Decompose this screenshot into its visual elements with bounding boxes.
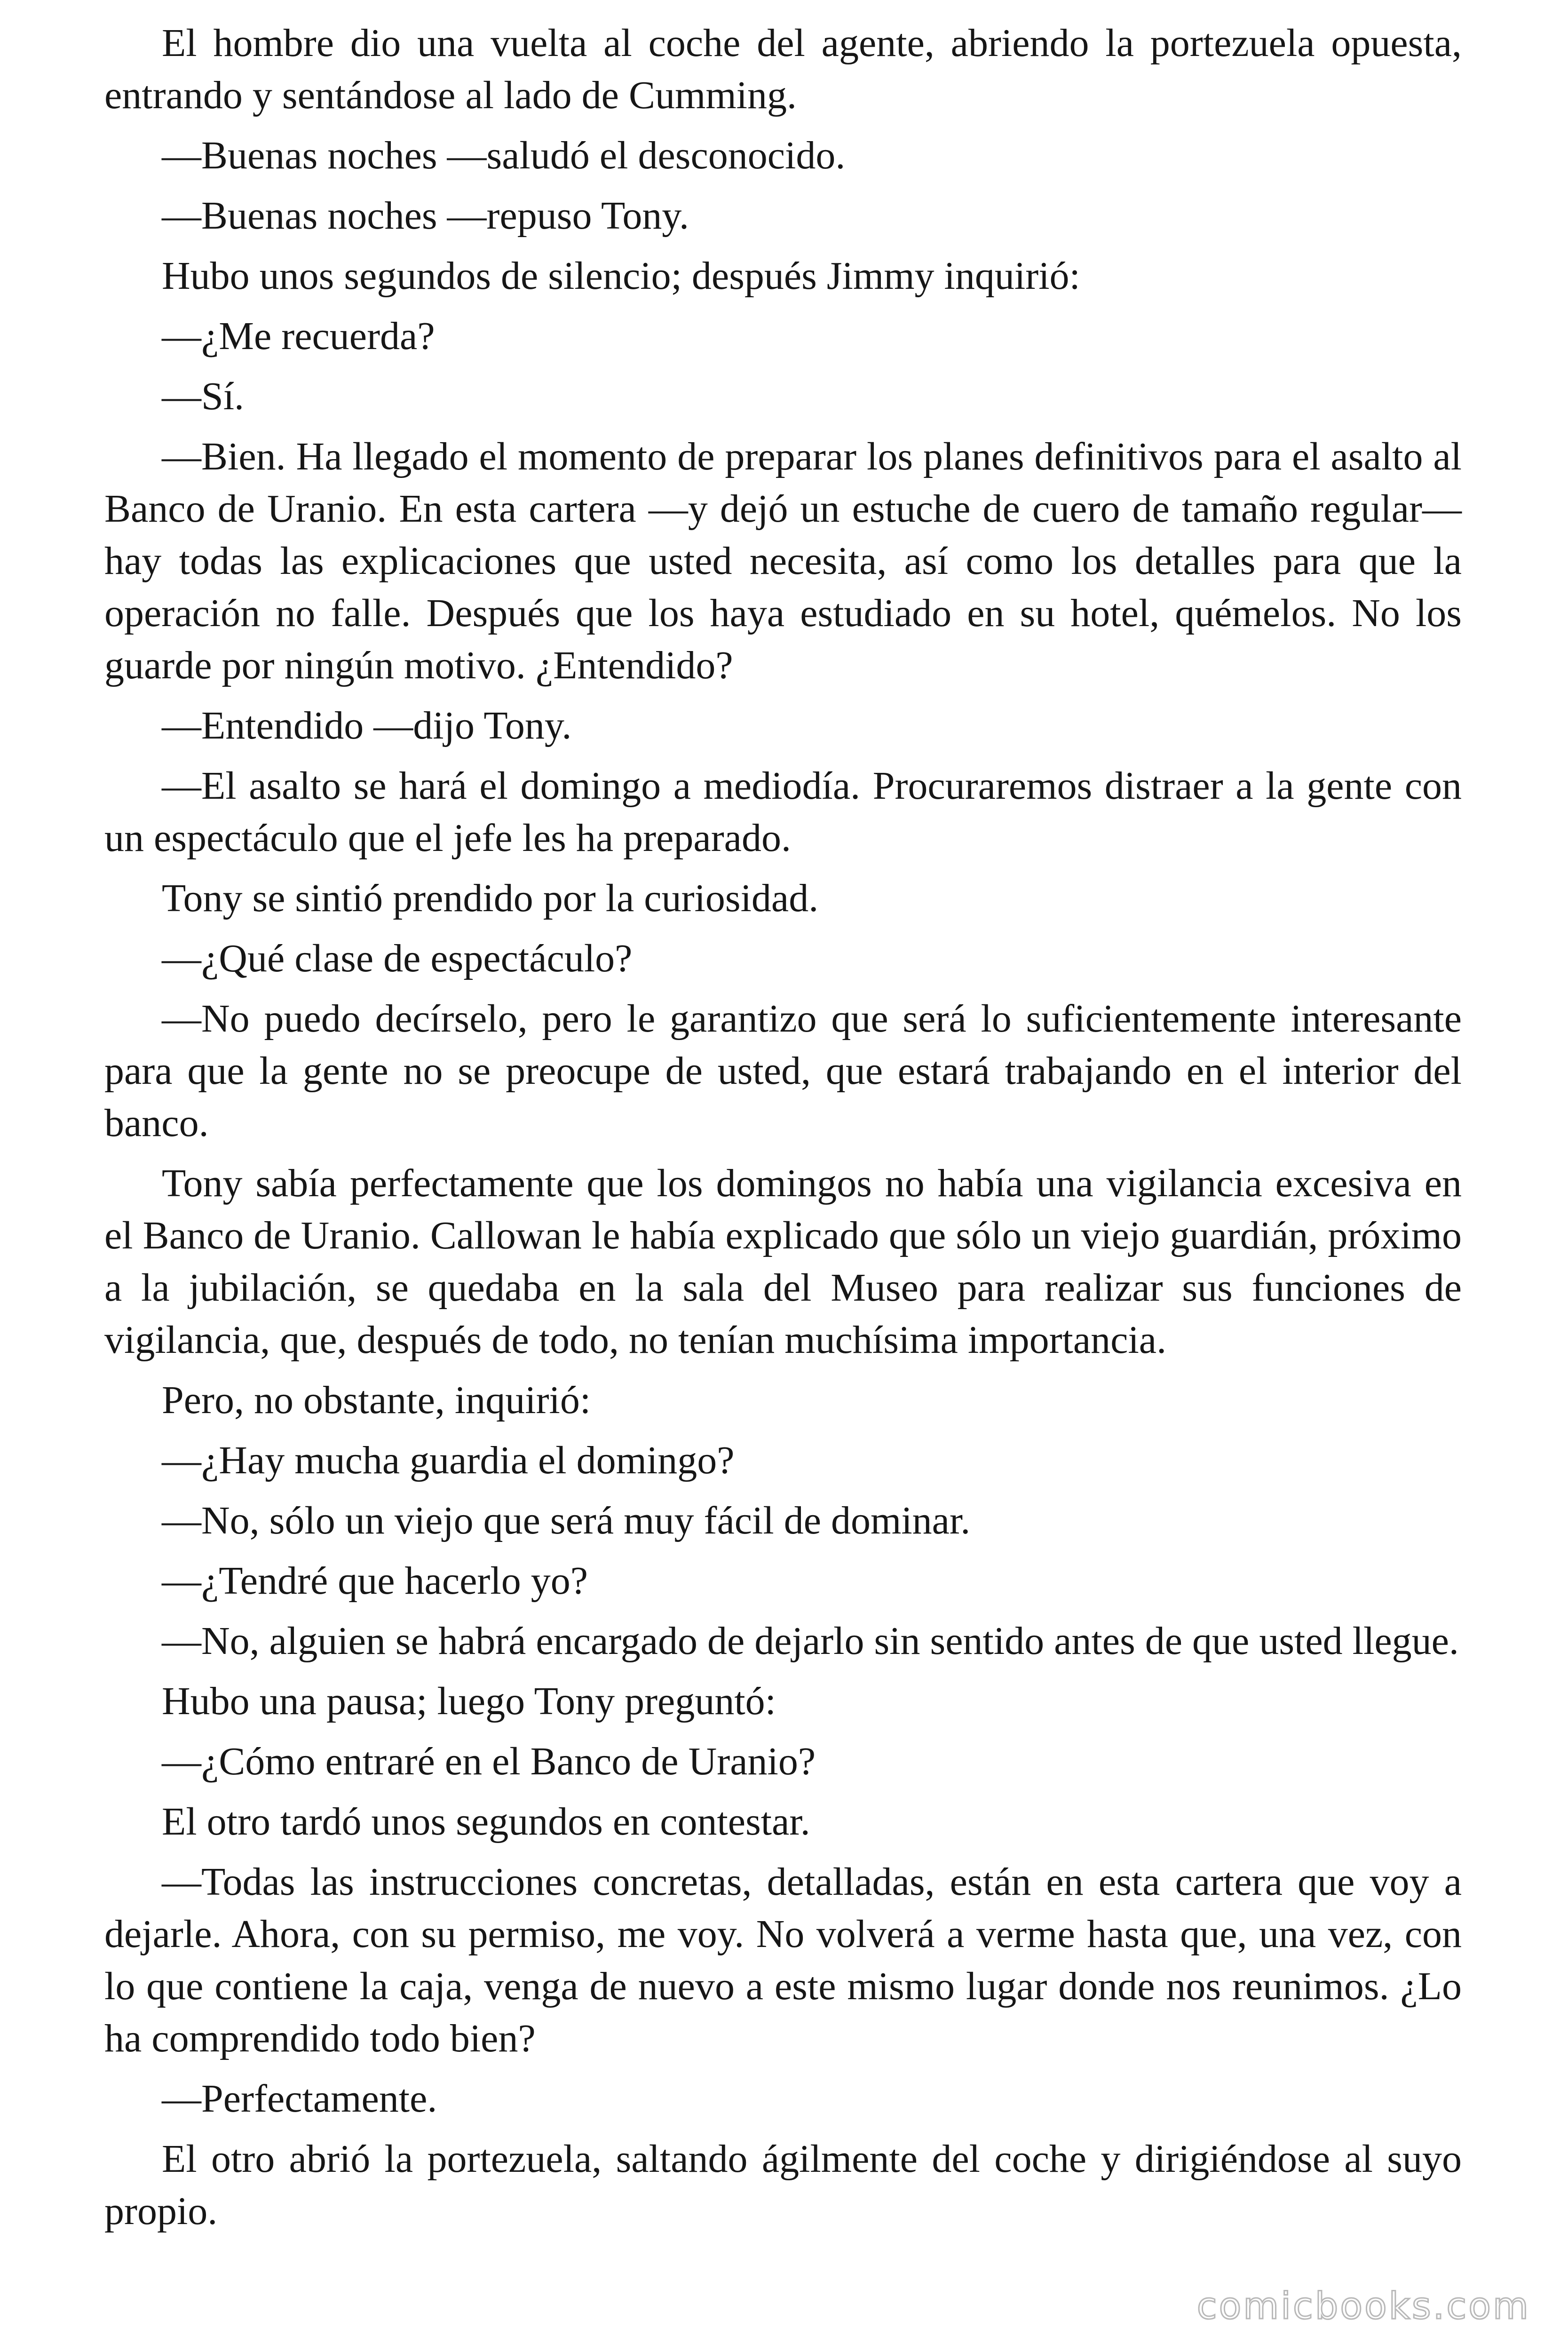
paragraph: —No puedo decírselo, pero le garantizo que será lo suficientemente interesante para que la gente no se preocupe de usted, que estará trabajando en el interior del banco. xyxy=(104,997,1462,1145)
paragraph: —Todas las instrucciones concretas, detalladas, están en esta cartera que voy a dejarle. Ahora, con su permiso, me voy. No volverá a verme hasta que, una vez, con lo que contiene la caja, venga de nuevo a este mismo lugar donde nos reunimos. ¿Lo ha comprendido todo bien? xyxy=(104,1860,1462,2060)
paragraph: —Buenas noches —repuso Tony. xyxy=(162,194,689,238)
paragraph: —¿Cómo entraré en el Banco de Uranio? xyxy=(162,1740,816,1783)
paragraph: Hubo unos segundos de silencio; después Jimmy inquirió: xyxy=(162,254,1080,298)
paragraph: —Entendido —dijo Tony. xyxy=(162,704,572,747)
paragraph: —¿Hay mucha guardia el domingo? xyxy=(162,1438,735,1482)
paragraph: —¿Me recuerda? xyxy=(162,314,435,358)
paragraph: —Perfectamente. xyxy=(162,2077,437,2121)
paragraph: —Sí. xyxy=(162,374,245,418)
paragraph: El hombre dio una vuelta al coche del agente, abriendo la portezuela opuesta, entrando y sentándose al lado de Cumming. xyxy=(104,21,1462,117)
paragraph: —¿Tendré que hacerlo yo? xyxy=(162,1559,588,1603)
paragraph: —No, sólo un viejo que será muy fácil de dominar. xyxy=(162,1499,971,1542)
paragraph: —El asalto se hará el domingo a mediodía. Procuraremos distraer a la gente con un espectáculo que el jefe les ha preparado. xyxy=(104,764,1462,860)
paragraph: —No, alguien se habrá encargado de dejarlo sin sentido antes de que usted llegue. xyxy=(162,1619,1459,1663)
paragraph: —¿Qué clase de espectáculo? xyxy=(162,937,633,980)
paragraph: —Bien. Ha llegado el momento de preparar los planes definitivos para el asalto al Banco de Uranio. En esta cartera —y dejó un estuche de cuero de tamaño regular— hay todas las explicaciones que usted necesita, así como los detalles para que la operación no falle. Después que los haya estudiado en su hotel, quémelos. No los guarde por ningún motivo. ¿Entendido? xyxy=(104,435,1462,687)
paragraph: Tony se sintió prendido por la curiosidad. xyxy=(162,876,819,920)
book-page-text xyxy=(104,17,1462,2245)
watermark-text: comicbooks.com xyxy=(1196,2285,1530,2328)
paragraph: Pero, no obstante, inquirió: xyxy=(162,1378,591,1422)
paragraph: Hubo una pausa; luego Tony preguntó: xyxy=(162,1679,776,1723)
paragraph: El otro tardó unos segundos en contestar. xyxy=(162,1800,810,1843)
paragraph: —Buenas noches —saludó el desconocido. xyxy=(162,134,846,177)
paragraph: Tony sabía perfectamente que los domingos no había una vigilancia excesiva en el Banco de Uranio. Callowan le había explicado que sólo un viejo guardián, próximo a la jubilación, se quedaba en la sala del Museo para realizar sus funciones de vigilancia, que, después de todo, no tenían muchísima importancia. xyxy=(104,1161,1462,1362)
paragraph: El otro abrió la portezuela, saltando ágilmente del coche y dirigiéndose al suyo propio. xyxy=(104,2137,1462,2233)
